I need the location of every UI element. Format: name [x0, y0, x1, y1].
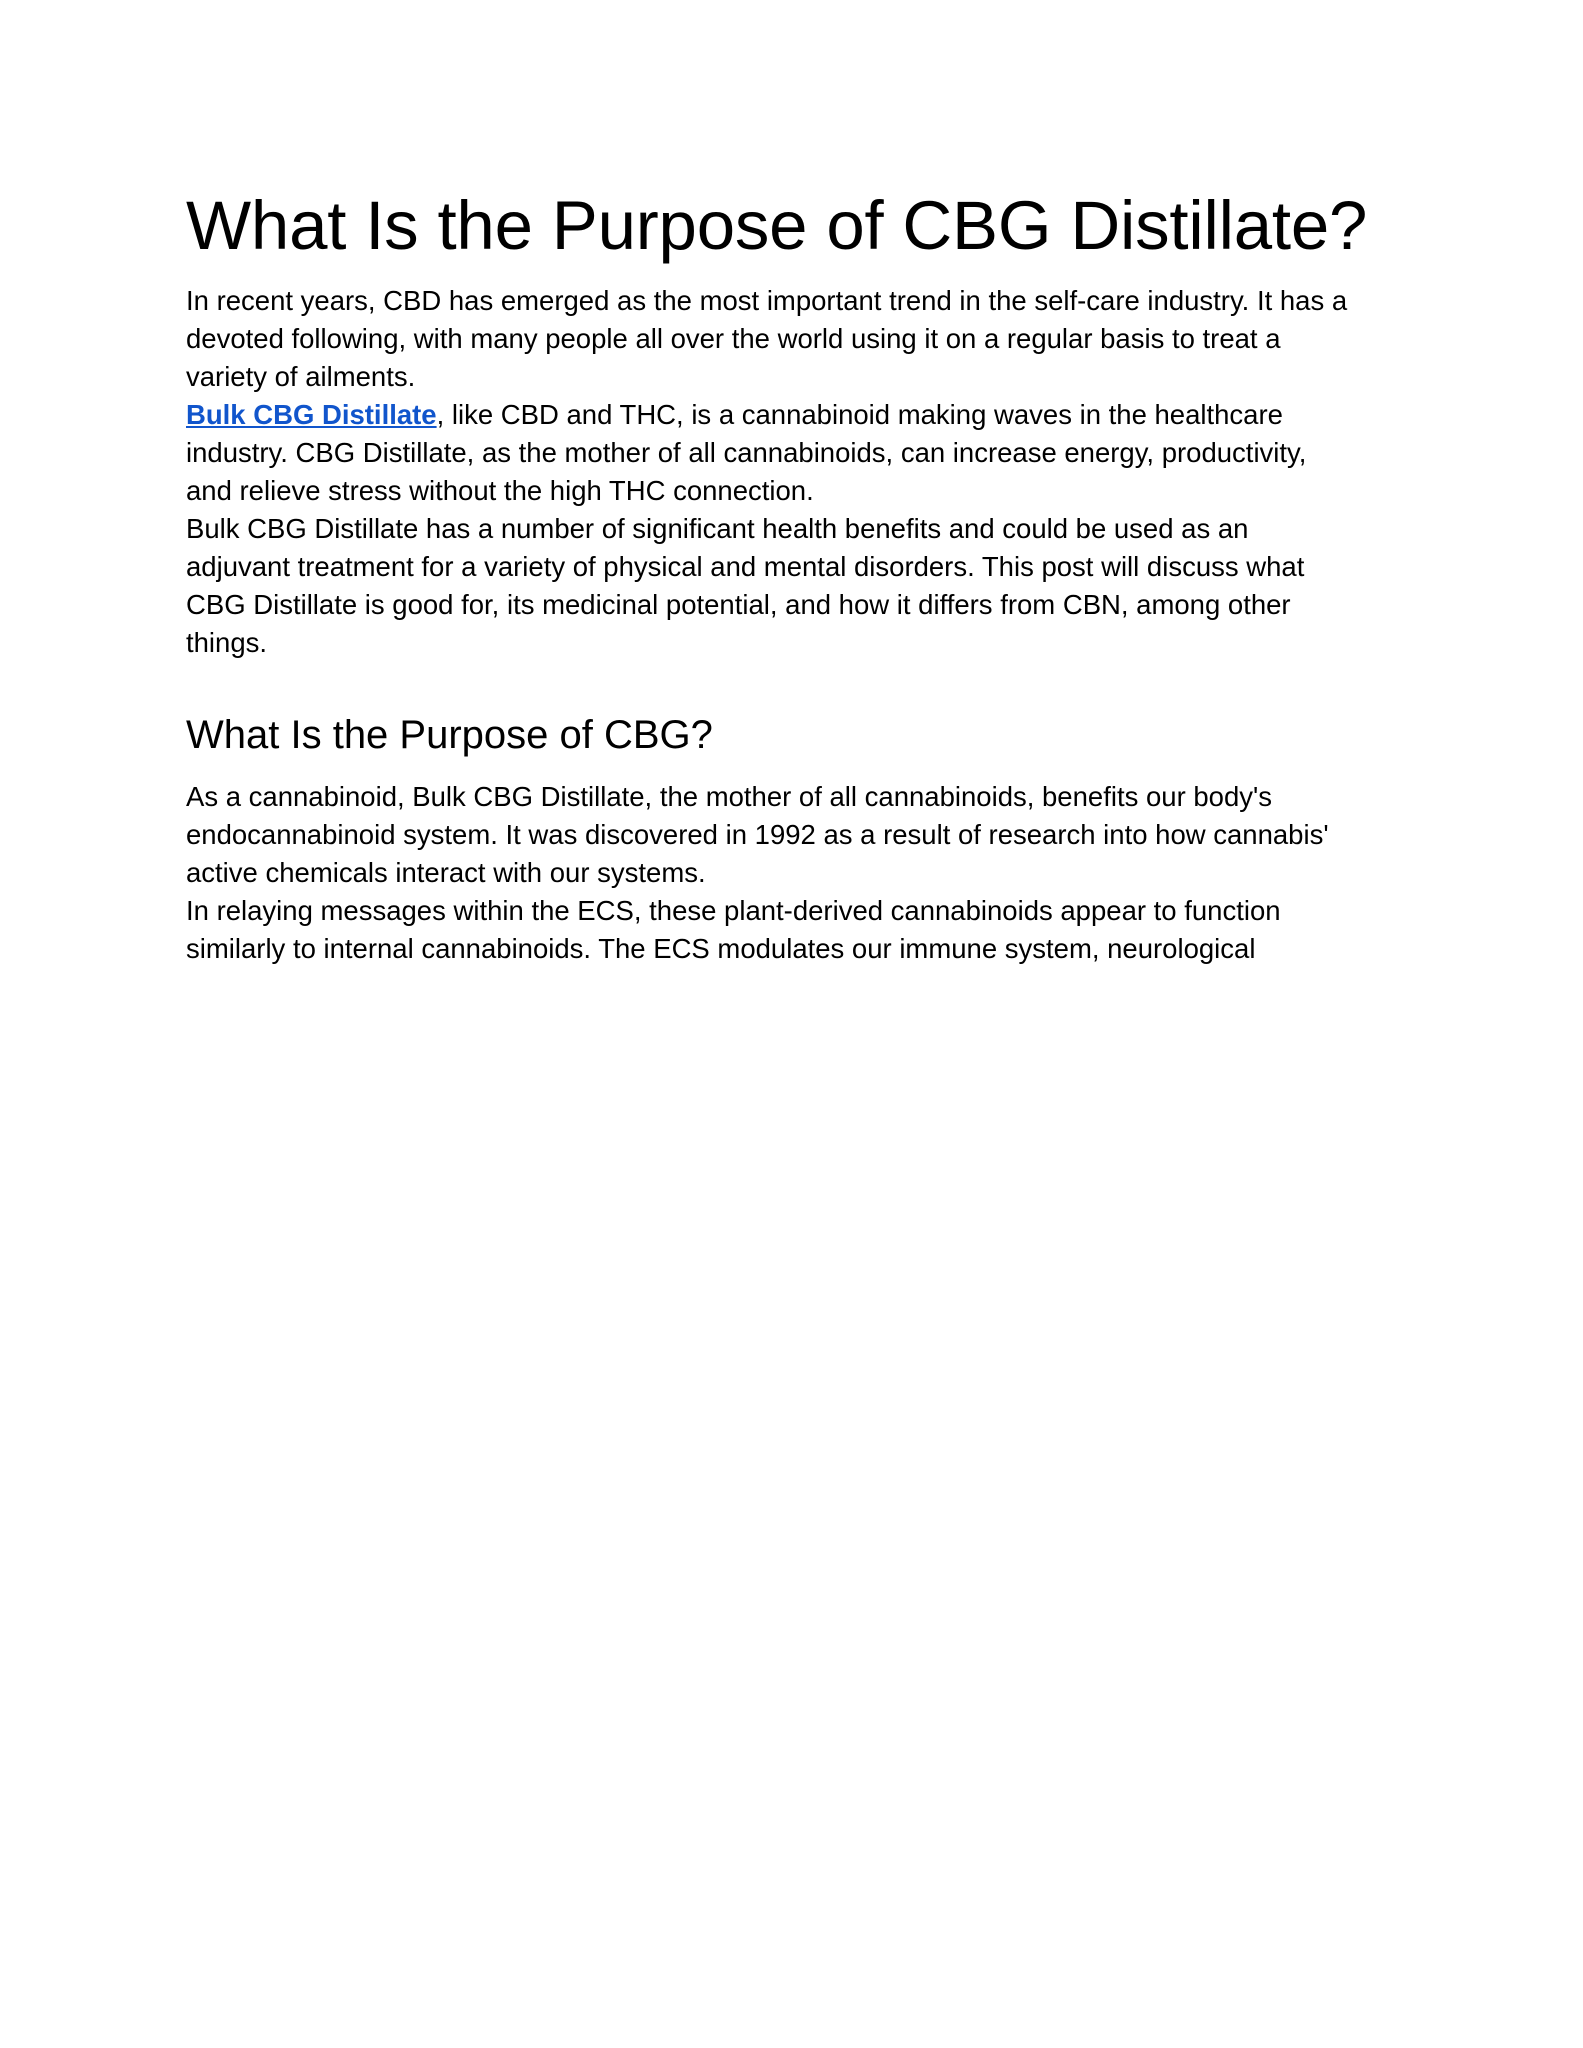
text-line: As a cannabinoid, Bulk CBG Distillate, the mother of all cannabinoids, benefits our body's — [186, 781, 1272, 812]
text-line: active chemicals interact with our systems. — [186, 857, 706, 888]
section-paragraph-1 — [186, 778, 1416, 892]
text-line: In relaying messages within the ECS, these plant-derived cannabinoids appear to function — [186, 895, 1281, 926]
text-line: Bulk CBG Distillate has a number of significant health benefits and could be used as an — [186, 513, 1249, 544]
text-fragment: , like CBD and THC, is a cannabinoid making waves in the healthcare — [436, 399, 1283, 430]
text-line: adjuvant treatment for a variety of physical and mental disorders. This post will discuss what — [186, 551, 1305, 582]
text-line: things. — [186, 627, 268, 658]
document-content — [186, 176, 1416, 968]
section-heading: What Is the Purpose of CBG? — [186, 713, 713, 757]
text-line: CBG Distillate is good for, its medicinal potential, and how it differs from CBN, among other — [186, 589, 1291, 620]
intro-paragraph-2 — [186, 396, 1416, 510]
bulk-cbg-distillate-link[interactable]: Bulk CBG Distillate — [186, 399, 437, 430]
intro-paragraph-3 — [186, 510, 1416, 662]
text-line: variety of ailments. — [186, 361, 416, 392]
text-line: industry. CBG Distillate, as the mother of all cannabinoids, can increase energy, productivity, — [186, 437, 1307, 468]
intro-paragraph-1 — [186, 282, 1416, 396]
document-title: What Is the Purpose of CBG Distillate? — [186, 187, 1368, 264]
text-line — [186, 396, 1416, 434]
text-line: and relieve stress without the high THC connection. — [186, 475, 814, 506]
text-line: devoted following, with many people all over the world using it on a regular basis to treat a — [186, 323, 1281, 354]
text-line: In recent years, CBD has emerged as the most important trend in the self-care industry. It has a — [186, 285, 1348, 316]
text-line: endocannabinoid system. It was discovered in 1992 as a result of research into how cannabis' — [186, 819, 1329, 850]
section-paragraph-2 — [186, 892, 1416, 968]
text-line: similarly to internal cannabinoids. The ECS modulates our immune system, neurological — [186, 933, 1256, 964]
